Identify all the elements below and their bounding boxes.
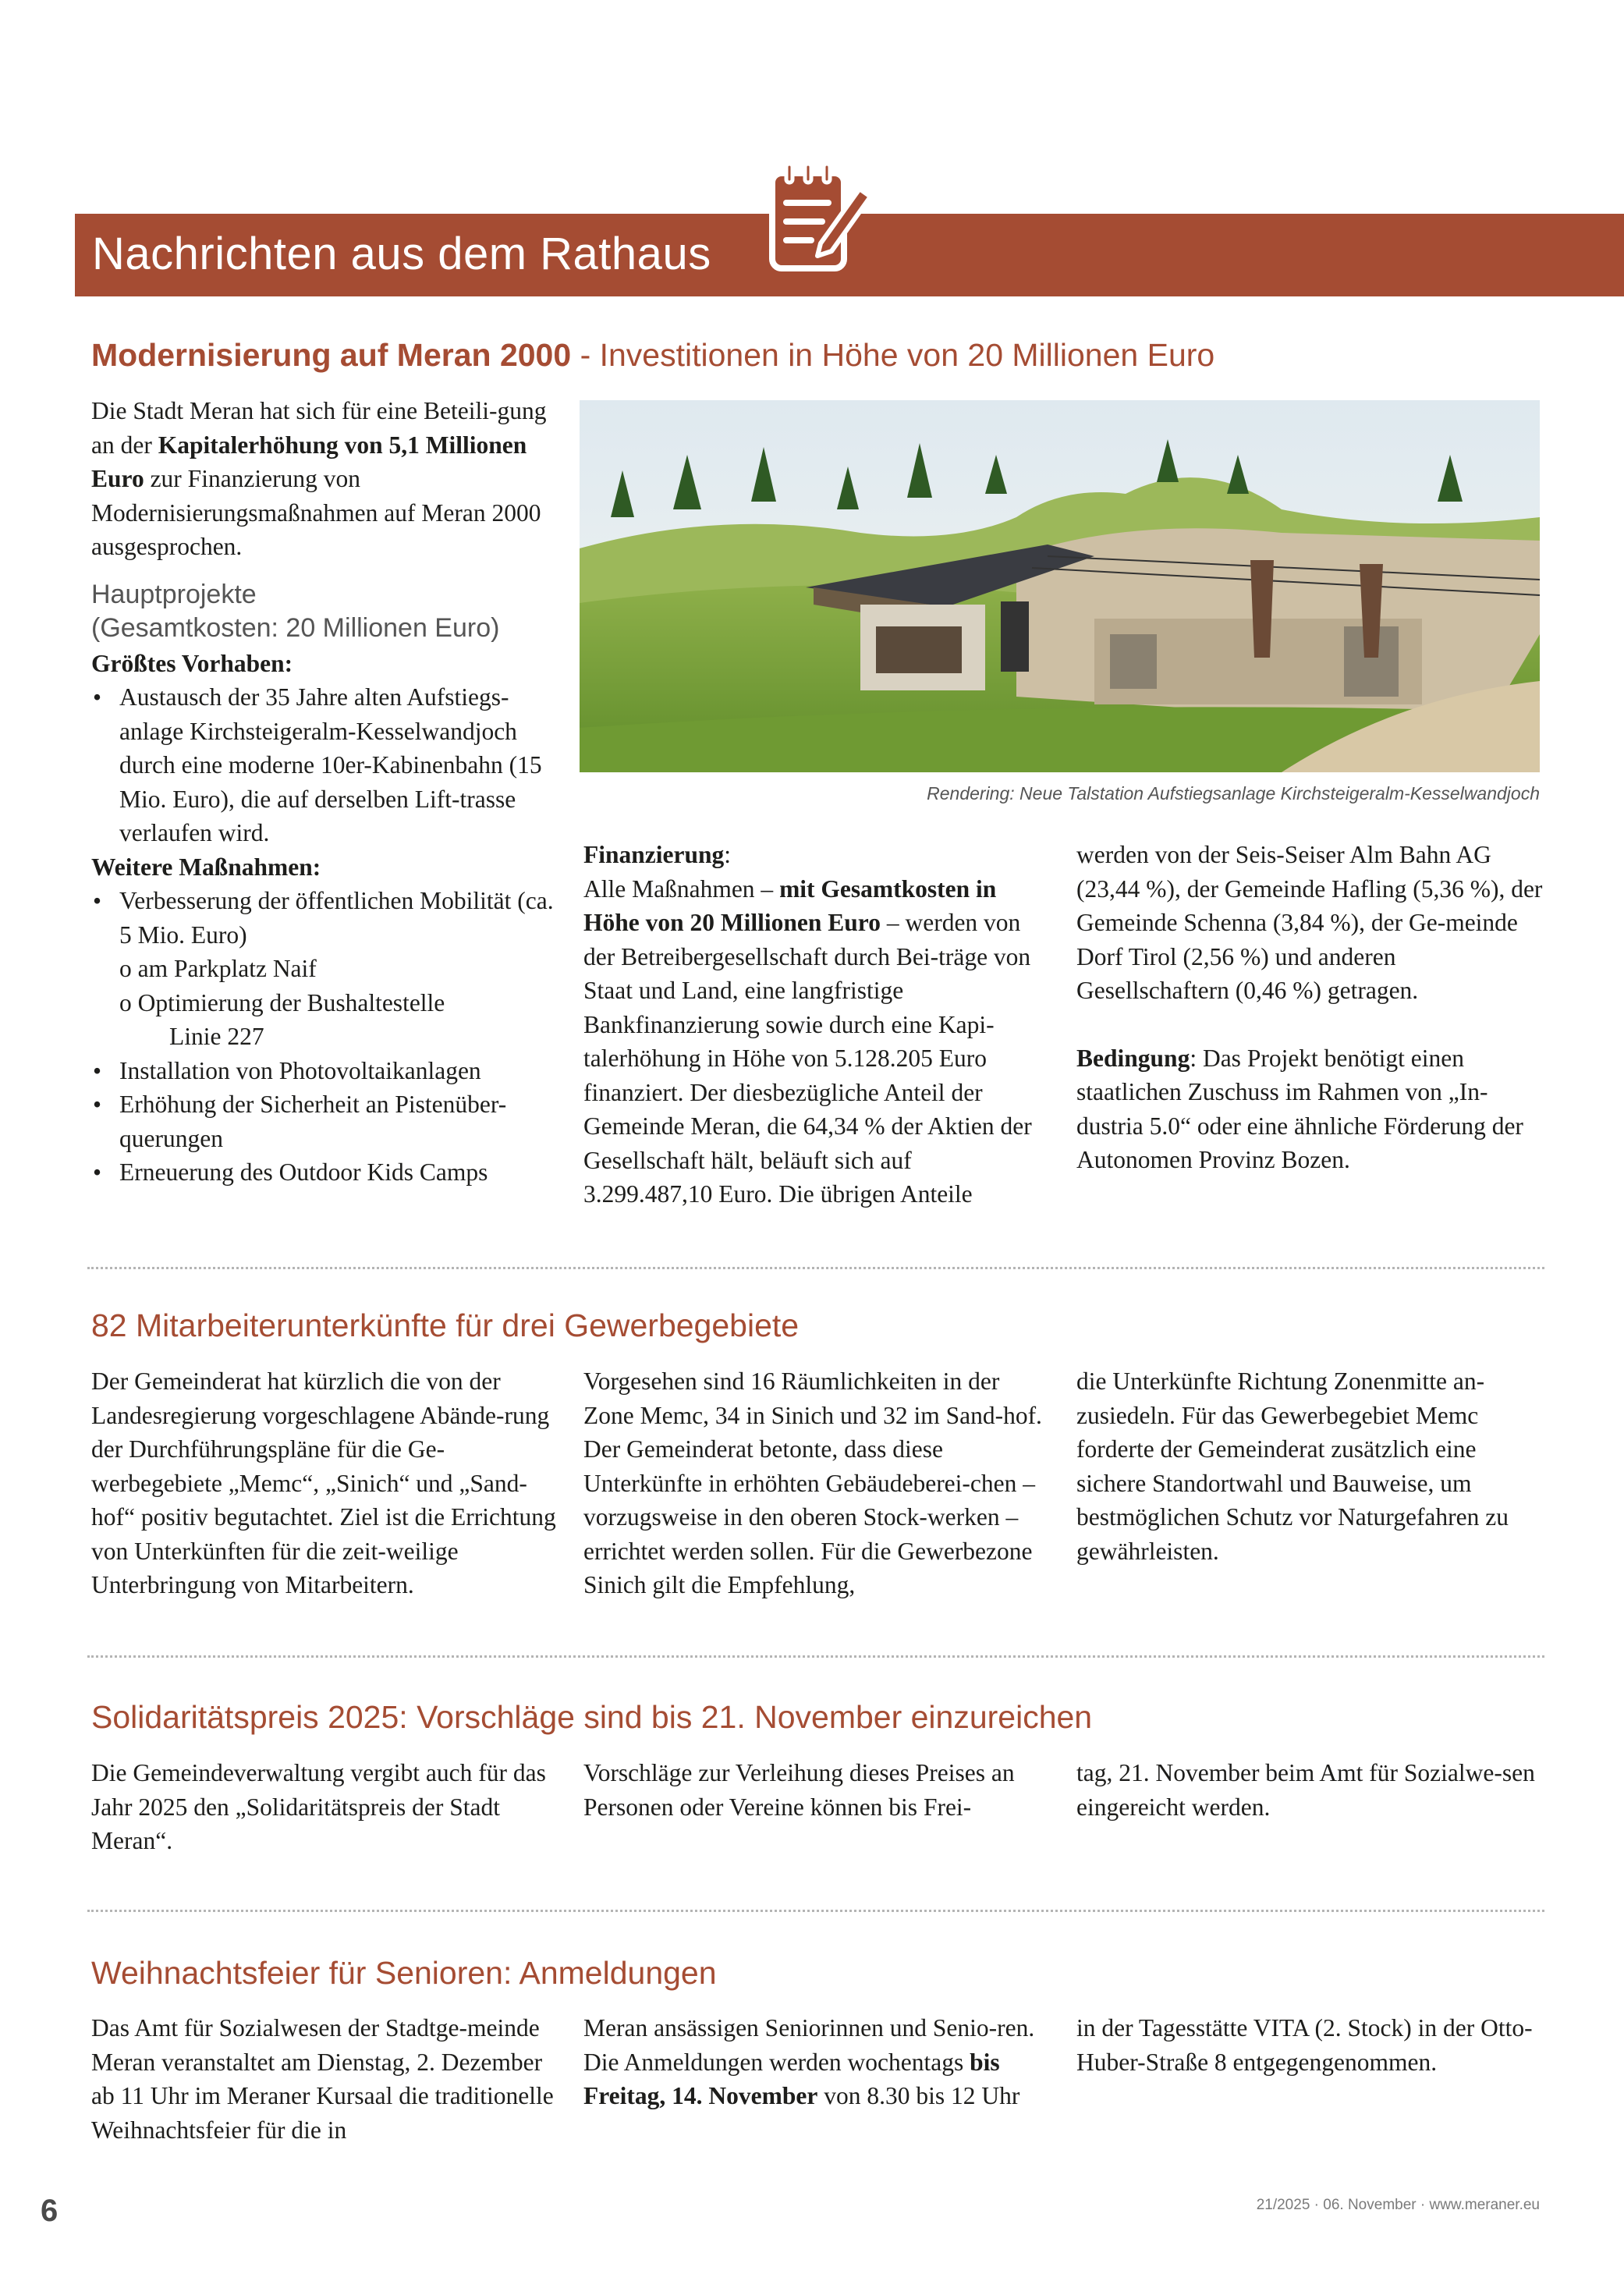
article1-financing-column	[583, 838, 1037, 1211]
registration-hours: Die Anmeldungen werden wochentags bis Freitag, 14. November von 8.30 bis 12 Uhr	[583, 2048, 1020, 2109]
shareholders-text: werden von der Seis-Seiser Alm Bahn AG (23,44 %), der Gemeinde Hafling (5,36 %), der Gemeinde Schenna (3,84 %), der Ge-meinde Dorf Tirol (2,56 %) und anderen Gesellschaftern (0,46 %) getragen.	[1076, 841, 1543, 1004]
notepad-icon	[766, 162, 875, 273]
list-item: • Installation von Photovoltaikanlagen	[91, 1054, 559, 1088]
article-title-christmas-party: Weihnachtsfeier für Senioren: Anmeldungen	[91, 1955, 717, 1991]
registration-intro: Meran ansässigen Seniorinnen und Senio-ren.	[583, 2014, 1035, 2042]
list-item: • Erhöhung der Sicherheit an Pistenüber-querungen	[91, 1087, 559, 1155]
article4-column-2	[583, 2011, 1044, 2113]
sub-item: o Optimierung der Bushaltestelle	[119, 988, 445, 1016]
financing-label: Finanzierung:	[583, 841, 732, 868]
article4-column-3: in der Tagesstätte VITA (2. Stock) in der Otto-Huber-Straße 8 entgegengenommen.	[1076, 2014, 1533, 2076]
section-divider	[87, 1655, 1544, 1658]
page-number: 6	[41, 2194, 59, 2228]
list-item: • Austausch der 35 Jahre alten Aufstiegs-anlage Kirchsteigeralm-Kesselwandjoch durch eine moderne 10er-Kabinenbahn (15 Mio. Euro), die auf derselben Lift-trasse verlaufen wird.	[91, 680, 559, 850]
mobility-sublist	[91, 952, 559, 1054]
issue-info: 21/2025 · 06. November · www.meraner.eu	[1256, 2197, 1540, 2213]
sub-item: o am Parkplatz Naif	[119, 955, 317, 982]
article2-column-3: die Unterkünfte Richtung Zonenmitte an-zusiedeln. Für das Gewerbegebiet Memc forderte der Gemeinderat zusätzlich eine sichere Standortwahl und Bauweise, um bestmöglichen Schutz vor Naturgefahren zu gewährleisten.	[1076, 1368, 1509, 1565]
image-caption: Rendering: Neue Talstation Aufstiegsanlage Kirchsteigeralm-Kesselwandjoch	[927, 783, 1540, 803]
subheading-main-projects: Hauptprojekte (Gesamtkosten: 20 Millionen Euro)	[91, 579, 500, 643]
further-measures-heading: Weitere Maßnahmen:	[91, 853, 321, 881]
section-divider	[87, 1910, 1544, 1912]
further-measures-list	[91, 884, 559, 952]
list-item: • Erneuerung des Outdoor Kids Camps	[91, 1155, 559, 1190]
article2-column-2: Vorgesehen sind 16 Räumlichkeiten in der Zone Memc, 34 in Sinich und 32 im Sand-hof. Der Gemeinderat betonte, dass diese Unterkünfte in erhöhten Gebäudeberei-chen – vorzugsweise in den oberen Stock-werken – errichtet werden sollen. Für die Gewerbezone Sinich gilt die Empfehlung,	[583, 1368, 1042, 1598]
financing-text: Alle Maßnahmen – mit Gesamtkosten in Höhe von 20 Millionen Euro – werden von der Betreibergesellschaft durch Bei-träge von Staat und Land, eine langfristige Bankfinanzierung sowie durch eine Kapi-talerhöhung in Höhe von 5.128.205 Euro finanziert. Der diesbezügliche Anteil der Gemeinde Meran, die 64,34 % der Aktien der Gesellschaft hält, beläuft sich auf 3.299.487,10 Euro. Die übrigen Anteile	[583, 874, 1032, 1208]
list-item: • Verbesserung der öffentlichen Mobilität (ca. 5 Mio. Euro)	[91, 884, 559, 952]
section-title: Nachrichten aus dem Rathaus	[92, 229, 711, 279]
article1-intro: Die Stadt Meran hat sich für eine Beteili-gung an der Kapitalerhöhung von 5,1 Millionen Euro zur Finanzierung von Modernisierungsmaßnahmen auf Meran 2000 ausgesprochen.	[91, 397, 547, 560]
article2-column-1: Der Gemeinderat hat kürzlich die von der Landesregierung vorgeschlagene Abände-rung der Durchführungspläne für die Ge-werbegebiete „Memc“, „Sinich“ und „Sand-hof“ positiv begutachtet. Ziel ist die Errichtung von Unterkünften für die zeit-weilige Unterbringung von Mitarbeitern.	[91, 1368, 556, 1598]
condition-text: Bedingung: Das Projekt benötigt einen staatlichen Zuschuss im Rahmen von „In-dustria 5.0“ oder eine ähnliche Förderung der Autonomen Provinz Bozen.	[1076, 1044, 1523, 1173]
article-title-solidarity-prize: Solidaritätspreis 2025: Vorschläge sind bis 21. November einzureichen	[91, 1699, 1093, 1735]
further-measures-list-2	[91, 1054, 559, 1190]
main-project-heading: Größtes Vorhaben:	[91, 649, 293, 677]
article-title-meran2000: Modernisierung auf Meran 2000 - Investitionen in Höhe von 20 Millionen Euro	[91, 337, 1215, 373]
article1-left-column	[91, 394, 559, 1190]
article3-column-2: Vorschläge zur Verleihung dieses Preises an Personen oder Vereine können bis Frei-	[583, 1759, 1015, 1821]
main-project-list	[91, 680, 559, 850]
sub-item-continuation: Linie 227	[169, 1023, 264, 1050]
article3-column-3: tag, 21. November beim Amt für Sozialwe-sen eingereicht werden.	[1076, 1759, 1535, 1821]
section-divider	[87, 1267, 1544, 1269]
article1-right-column	[1076, 838, 1544, 1177]
article4-column-1: Das Amt für Sozialwesen der Stadtge-meinde Meran veranstaltet am Dienstag, 2. Dezember ab 11 Uhr im Meraner Kursaal die traditionelle Weihnachtsfeier für die in	[91, 2014, 554, 2144]
article3-column-1: Die Gemeindeverwaltung vergibt auch für das Jahr 2025 den „Solidaritätspreis der Stadt Meran“.	[91, 1759, 546, 1854]
rendering-image	[580, 400, 1540, 772]
article-title-staff-housing: 82 Mitarbeiterunterkünfte für drei Gewerbegebiete	[91, 1307, 800, 1343]
